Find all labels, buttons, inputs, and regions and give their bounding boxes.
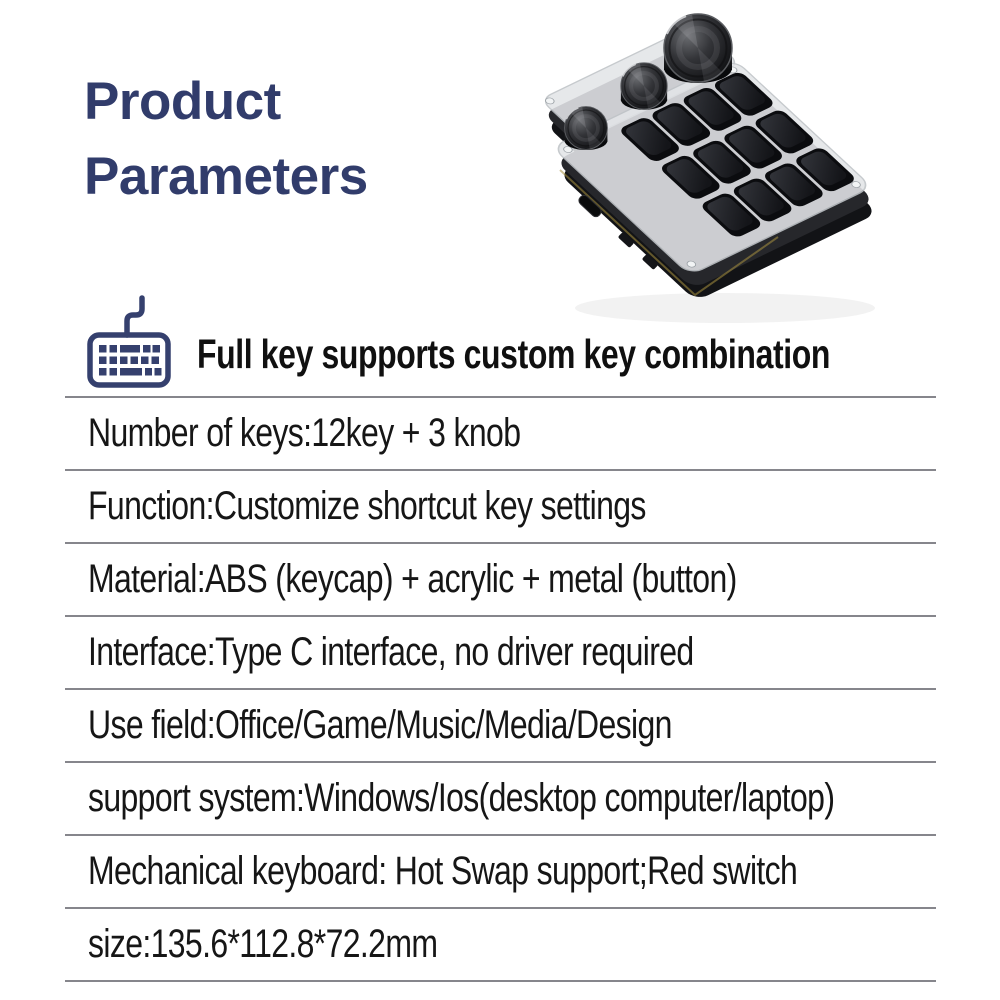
spec-row [65, 763, 936, 836]
drop-shadow [575, 293, 875, 323]
spec-text: Number of keys:12key + 3 knob [88, 411, 521, 455]
spec-text: support system:Windows/Ios(desktop computer/laptop) [88, 776, 835, 820]
spec-row [65, 836, 936, 909]
page-title [84, 64, 368, 214]
spec-text: Use field:Office/Game/Music/Media/Design [88, 703, 672, 747]
spec-row [65, 544, 936, 617]
spec-text: Mechanical keyboard: Hot Swap support;Red switch [88, 849, 798, 893]
page-title-line1: Product [84, 72, 281, 131]
spec-text: Material:ABS (keycap) + acrylic + metal (button) [88, 557, 737, 601]
macropad-knob-large [664, 14, 732, 83]
macropad-knob-medium [621, 63, 667, 110]
keyboard-icon [86, 295, 172, 391]
spec-row [65, 471, 936, 544]
spec-table [65, 396, 936, 982]
spec-row [65, 909, 936, 982]
spec-row [65, 398, 936, 471]
macropad-knob-small [565, 107, 608, 150]
headline-text: Full key supports custom key combination [197, 331, 831, 377]
spec-row [65, 690, 936, 763]
spec-text: size:135.6*112.8*72.2mm [88, 922, 438, 966]
page-title-line2: Parameters [84, 147, 368, 206]
spec-text: Function:Customize shortcut key settings [88, 484, 646, 528]
spec-text: Interface:Type C interface, no driver required [88, 630, 694, 674]
product-image [520, 0, 920, 330]
spec-row [65, 617, 936, 690]
